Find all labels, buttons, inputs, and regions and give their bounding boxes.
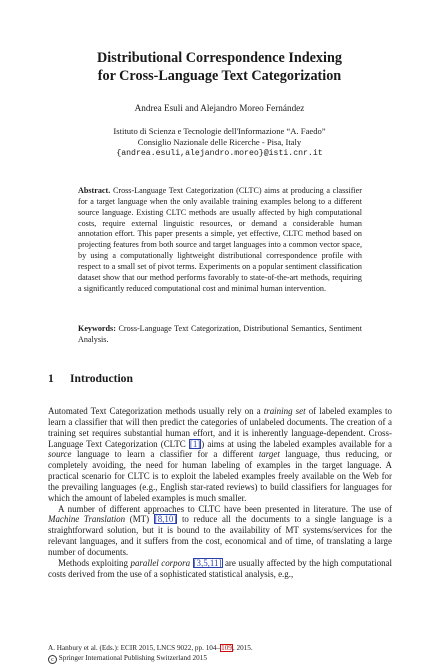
affiliation-council: Consiglio Nazionale delle Ricerche - Pisa, Italy xyxy=(137,137,302,147)
affiliation-institute: Istituto di Scienza e Tecnologie dell'Informazione “A. Faedo” xyxy=(113,126,326,136)
abstract-label: Abstract. xyxy=(78,186,111,195)
text-run: language to learn a classifier for a different xyxy=(71,449,259,460)
keywords-label: Keywords: xyxy=(78,324,116,333)
paper-title xyxy=(30,49,409,85)
title-line-2: for Cross-Language Text Categorization xyxy=(97,68,342,84)
text-run: to reduce all the documents to a single language is a straightforward solution, but it is bound to the availability of MT systems/services for the relevant languages, and it suffers from the cost, economical and of time, of translating a large number of documents. xyxy=(48,514,392,557)
emphasis-training-set: training set xyxy=(263,406,306,416)
emphasis-parallel-corpora: parallel corpora xyxy=(130,557,191,568)
page-number-link[interactable]: 109 xyxy=(221,644,232,652)
citation-link[interactable]: [3,5,11] xyxy=(193,557,222,568)
title-line-1: Distributional Correspondence Indexing xyxy=(97,50,342,66)
paragraph-3 xyxy=(48,558,392,580)
affiliation-block xyxy=(30,126,409,159)
paragraph-2 xyxy=(48,504,392,558)
text-run: are usually affected by the high computational costs derived from the use of a sophisticated statistical analysis, e.g., xyxy=(48,557,393,579)
text-run: ) aims at using the labeled examples available for a xyxy=(201,438,393,449)
footer-line-1 xyxy=(48,644,253,654)
footer-line-2 xyxy=(48,654,253,664)
abstract-text: Cross-Language Text Categorization (CLTC) aims at producing a classifier for a target language when the only available training examples belong to a different source language. Existing CLTC methods are usually affected by high computational costs, require external linguistic resources, or demand a considerable human annotation effort. This paper presents a simple, yet effective, CLTC method based on projecting features from both source and target languages into a common vector space, by using a computationally lightweight distributional correspondence profile with respect to a small set of pivot terms. Experiments on a popular sentiment classification dataset show that our method performs favorably to state-of-the-art methods, requiring a significantly reduced computational cost and minimal human intervention. xyxy=(78,186,362,293)
abstract xyxy=(78,186,362,294)
footer-publisher: Springer International Publishing Switzerland 2015 xyxy=(58,653,207,662)
body-text xyxy=(48,406,392,580)
paragraph-1 xyxy=(48,406,392,504)
section-heading xyxy=(48,372,133,385)
text-run: A number of different approaches to CLTC have been presented in literature. The use of xyxy=(58,503,392,514)
footer-text: , 2015. xyxy=(232,644,253,652)
text-run: of labeled examples to learn a classifier that will then predict the categories of unlabeled documents. The creation of a training set requires substantial human effort, and it is inherently language-dependent. Cross-Language Text Categorization (CLTC xyxy=(48,406,393,449)
author-email: {andrea.esuli,alejandro.moreo}@isti.cnr.it xyxy=(116,149,323,158)
text-run: (MT) xyxy=(125,514,154,525)
author-list: Andrea Esuli and Alejandro Moreo Fernández xyxy=(134,103,305,113)
section-number: 1 xyxy=(48,372,54,385)
citation-link[interactable]: [8,10] xyxy=(154,514,177,525)
copyright-icon: c xyxy=(48,655,57,664)
section-title: Introduction xyxy=(70,372,133,385)
citation-link[interactable]: [1] xyxy=(189,438,201,449)
keywords xyxy=(78,324,362,346)
footer-citation xyxy=(48,644,253,664)
emphasis-target: target xyxy=(258,449,280,460)
emphasis-machine-translation: Machine Translation xyxy=(48,514,126,525)
emphasis-source: source xyxy=(48,449,72,460)
footer-text: A. Hanbury et al. (Eds.): ECIR 2015, LNCS 9022, pp. 104– xyxy=(48,644,221,652)
text-run: Methods exploiting xyxy=(58,557,131,568)
text-run: Automated Text Categorization methods usually rely on a xyxy=(48,406,264,416)
keywords-text: Cross-Language Text Categorization, Distributional Semantics, Sentiment Analysis. xyxy=(78,324,362,344)
text-run: language, thus reducing, or completely avoiding, the need for human labeling of examples in the target language. A practical scenario for CLTC is to exploit the labeled examples freely available on the Web for the prevailing languages (e.g., English star-rated reviews) to build classifiers for languages for which the amount of labeled examples is much smaller. xyxy=(48,449,392,503)
